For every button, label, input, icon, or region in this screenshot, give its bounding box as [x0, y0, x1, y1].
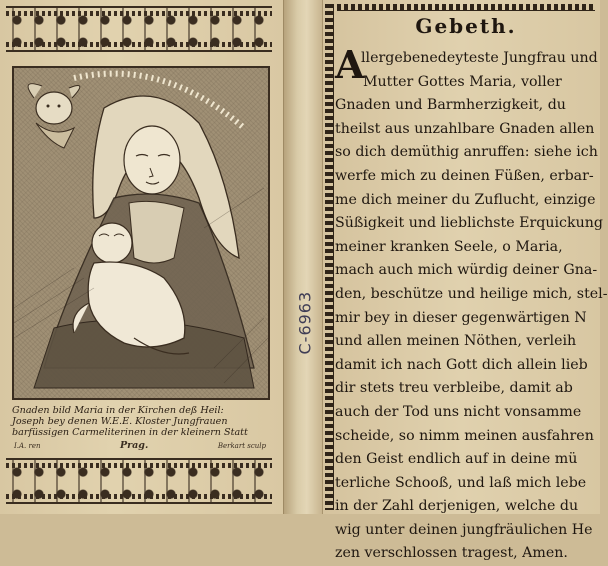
- text-line: den, beschütze und heilige mich, stel-: [335, 285, 608, 302]
- page-border-top: [337, 4, 595, 11]
- text-line: in der Zahl derjenigen, welche du: [335, 498, 579, 515]
- text-line: damit ich nach Gott dich allein lieb: [335, 356, 588, 373]
- text-line: und allen meinen Nöthen, verleih: [335, 333, 577, 350]
- text-line: meiner kranken Seele, o Maria,: [335, 238, 563, 255]
- engraving-credits: [14, 442, 266, 454]
- text-line: den Geist endlich auf in deine mü: [335, 451, 578, 468]
- text-line: Gnaden und Barmherzigkeit, du: [335, 97, 566, 114]
- prayer-text: [335, 42, 608, 566]
- drop-cap-initial: A: [335, 42, 365, 87]
- caption-line: Gnaden bild Maria in der Kirchen deß Heil:: [12, 405, 224, 416]
- text-line: so dich demüthig anruffen: siehe ich: [335, 144, 598, 161]
- shelfmark-annotation: [296, 325, 315, 355]
- prayer-page: [323, 0, 608, 562]
- text-line: Mutter Gottes Maria, voller: [363, 73, 562, 90]
- credit-designer: I.A. ren: [14, 442, 41, 450]
- text-line: wig unter deinen jungfräulichen He: [335, 521, 593, 538]
- text-line: theilst aus unzahlbare Gnaden allen: [335, 120, 595, 137]
- text-line: dir stets treu verbleibe, damit ab: [335, 380, 573, 397]
- text-line: terliche Schooß, und laß mich lebe: [335, 474, 587, 491]
- text-line: Süßigkeit und lieblichste Erquickung: [335, 215, 603, 232]
- caption-line: barfüssigen Carmeliterinen in der kleinern Statt: [12, 427, 248, 438]
- engraving-caption: [12, 405, 270, 438]
- credit-engraver: Berkart sculp: [217, 442, 266, 450]
- page-border-left: [325, 4, 334, 510]
- ornamental-border-bottom: [6, 458, 272, 504]
- madonna-and-child-image: [14, 68, 268, 398]
- ornamental-border-top: [6, 6, 272, 52]
- text-line: llergebenedeyteste Jungfrau und: [361, 50, 598, 66]
- text-line: zen verschlossen tragest, Amen.: [335, 545, 568, 562]
- text-line: werfe mich zu deinen Füßen, erbar-: [335, 167, 594, 184]
- credit-place: Prag.: [120, 440, 149, 451]
- madonna-engraving: [12, 66, 270, 400]
- text-line: mir bey in dieser gegenwärtigen N: [335, 309, 587, 326]
- text-line: scheide, so nimm meinen ausfahren: [335, 427, 594, 444]
- text-line: auch der Tod uns nicht vonsamme: [335, 403, 582, 420]
- page-title: Gebeth.: [415, 14, 517, 38]
- text-line: mach auch mich würdig deiner Gna-: [335, 262, 598, 279]
- engraving-leaf: [0, 0, 283, 514]
- text-line: me dich meiner du Zuflucht, einzige: [335, 191, 596, 208]
- binding-fold: [283, 0, 323, 514]
- caption-line: Joseph bey denen W.E.E. Kloster Jungfrauen: [12, 416, 228, 427]
